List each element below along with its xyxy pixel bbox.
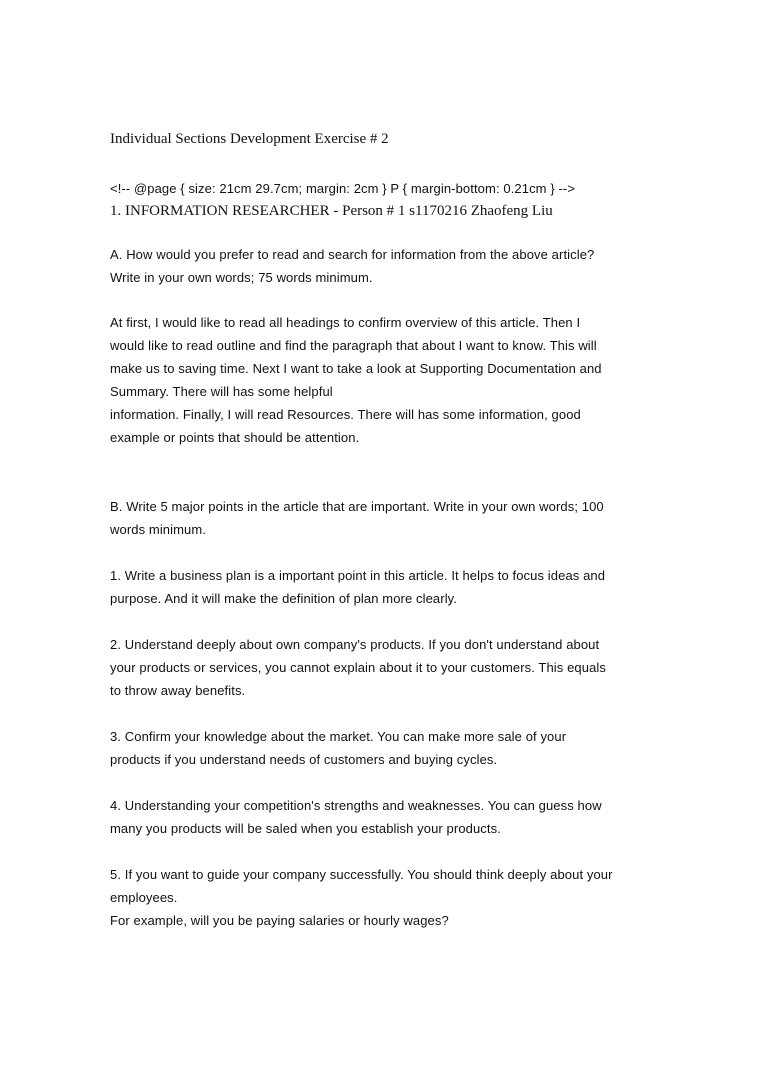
answer-a-line: would like to read outline and find the paragraph that about I want to know. This will	[110, 338, 597, 353]
point-5	[110, 863, 670, 932]
point-1	[110, 564, 670, 610]
point-line: your products or services, you cannot explain about it to your customers. This equals	[110, 660, 607, 675]
role-heading: 1. INFORMATION RESEARCHER - Person # 1 s1170216 Zhaofeng Liu	[110, 203, 553, 219]
point-line: 1. Write a business plan is a important point in this article. It helps to focus ideas and	[110, 568, 606, 583]
question-b	[110, 495, 670, 541]
point-line: For example, will you be paying salaries or hourly wages?	[110, 913, 449, 928]
question-b-line: B. Write 5 major points in the article that are important. Write in your own words; 100	[110, 499, 604, 514]
question-b-line: words minimum.	[110, 522, 207, 537]
point-4	[110, 794, 670, 840]
question-a-line: Write in your own words; 75 words minimum.	[110, 270, 373, 285]
point-line: employees.	[110, 890, 178, 905]
answer-a-line: Summary. There will has some helpful	[110, 384, 333, 399]
answer-a-line: information. Finally, I will read Resources. There will has some information, good	[110, 407, 581, 422]
point-3	[110, 725, 670, 771]
document-title: Individual Sections Development Exercise # 2	[110, 131, 389, 147]
point-line: 3. Confirm your knowledge about the market. You can make more sale of your	[110, 729, 567, 744]
point-line: 5. If you want to guide your company successfully. You should think deeply about your	[110, 867, 613, 882]
answer-a-line: make us to saving time. Next I want to take a look at Supporting Documentation and	[110, 361, 602, 376]
question-a-line: A. How would you prefer to read and search for information from the above article?	[110, 247, 595, 262]
point-line: 4. Understanding your competition's strengths and weaknesses. You can guess how	[110, 798, 602, 813]
point-line: purpose. And it will make the definition of plan more clearly.	[110, 591, 458, 606]
question-a	[110, 243, 670, 289]
document-body	[110, 128, 670, 932]
point-2	[110, 633, 670, 702]
point-line: to throw away benefits.	[110, 683, 246, 698]
answer-a-line: example or points that should be attention.	[110, 430, 360, 445]
point-line: many you products will be saled when you establish your products.	[110, 821, 501, 836]
point-line: 2. Understand deeply about own company's products. If you don't understand about	[110, 637, 600, 652]
answer-a	[110, 311, 670, 449]
css-comment-line: <!-- @page { size: 21cm 29.7cm; margin: 2cm } P { margin-bottom: 0.21cm } -->	[110, 181, 576, 196]
point-line: products if you understand needs of customers and buying cycles.	[110, 752, 498, 767]
answer-a-line: At first, I would like to read all headings to confirm overview of this article. Then I	[110, 315, 581, 330]
